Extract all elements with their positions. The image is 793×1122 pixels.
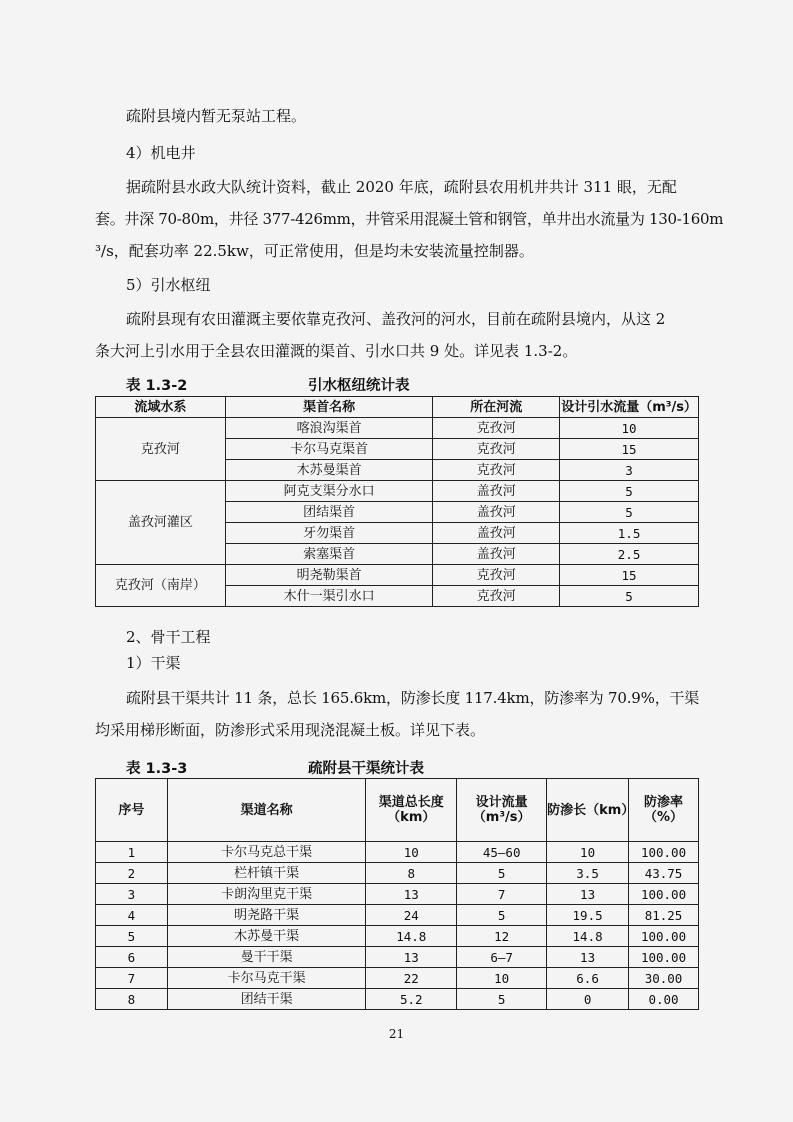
table-row <box>96 418 699 439</box>
header-line: 渠道总长度 <box>378 795 444 810</box>
table-cell: 13 <box>366 884 457 905</box>
table-cell: 2 <box>96 863 168 884</box>
table-row <box>96 989 699 1010</box>
column-header: 所在河流 <box>433 397 560 418</box>
page-number: 21 <box>388 1027 405 1041</box>
table-caption-number: 表 1.3-2 <box>126 378 188 394</box>
table-cell: 3 <box>96 884 168 905</box>
table-cell: 100.00 <box>629 926 699 947</box>
table-cell: 0.00 <box>629 989 699 1010</box>
table-cell: 6.6 <box>547 968 629 989</box>
table-cell: 卡尔马克总干渠 <box>167 842 366 863</box>
table-cell: 木苏曼渠首 <box>225 460 433 481</box>
table-cell: 14.8 <box>366 926 457 947</box>
table-cell: 盖孜河 <box>433 544 560 565</box>
table-cell: 5 <box>457 863 547 884</box>
table-cell: 8 <box>96 989 168 1010</box>
section-heading: 2、骨干工程 <box>126 628 211 646</box>
table-cell: 卡尔马克干渠 <box>167 968 366 989</box>
table-cell: 木什一渠引水口 <box>225 586 433 607</box>
table-row <box>96 968 699 989</box>
table-cell: 81.25 <box>629 905 699 926</box>
table-cell: 明尧路干渠 <box>167 905 366 926</box>
table-cell: 5.2 <box>366 989 457 1010</box>
table-row <box>96 926 699 947</box>
table-cell: 7 <box>457 884 547 905</box>
table-cell: 索塞渠首 <box>225 544 433 565</box>
table-cell: 克孜河 <box>433 586 560 607</box>
header-line: （km） <box>387 810 436 825</box>
column-header: 序号 <box>96 779 168 842</box>
basin-cell: 克孜河（南岸） <box>96 565 226 607</box>
table-cell: 13 <box>547 884 629 905</box>
table-row <box>96 947 699 968</box>
basin-cell: 盖孜河灌区 <box>96 481 226 565</box>
column-header <box>366 779 457 842</box>
table-cell: 6 <box>96 947 168 968</box>
column-header <box>457 779 547 842</box>
table-cell: 100.00 <box>629 884 699 905</box>
table-cell: 团结渠首 <box>225 502 433 523</box>
table-cell: 24 <box>366 905 457 926</box>
column-header: 防渗率（%） <box>629 779 699 842</box>
table-cell: 10 <box>547 842 629 863</box>
column-header: 防渗长（km） <box>547 779 629 842</box>
intake-hub-table <box>95 396 699 607</box>
table-cell: 10 <box>457 968 547 989</box>
paragraph: 疏附县干渠共计 11 条，总长 165.6km，防渗长度 117.4km，防渗率为 70.9%，干渠 <box>126 689 700 707</box>
table-cell: 卡尔马克渠首 <box>225 439 433 460</box>
paragraph: 条大河上引水用于全县农田灌溉的渠首、引水口共 9 处。详见表 1.3-2。 <box>95 342 578 360</box>
table-cell: 栏杆镇干渠 <box>167 863 366 884</box>
table-cell: 6—7 <box>457 947 547 968</box>
table-cell: 克孜河 <box>433 460 560 481</box>
table-row <box>96 842 699 863</box>
paragraph: 疏附县现有农田灌溉主要依靠克孜河、盖孜河的河水，目前在疏附县境内，从这 2 <box>126 310 666 328</box>
header-line: （m³/s） <box>472 810 531 825</box>
table-cell: 12 <box>457 926 547 947</box>
table-cell: 1 <box>96 842 168 863</box>
paragraph: 套。井深 70-80m，井径 377-426mm，井管采用混凝土管和钢管，单井出水流量为 130-160m <box>95 210 724 228</box>
table-cell: 15 <box>560 439 699 460</box>
table-cell: 喀浪沟渠首 <box>225 418 433 439</box>
column-header: 渠道名称 <box>167 779 366 842</box>
table-cell: 22 <box>366 968 457 989</box>
table-cell: 4 <box>96 905 168 926</box>
table-header-row <box>96 779 699 842</box>
table-caption-title: 疏附县干渠统计表 <box>308 761 424 777</box>
table-cell: 曼干干渠 <box>167 947 366 968</box>
paragraph: 疏附县境内暂无泵站工程。 <box>126 107 307 125</box>
column-header: 设计引水流量（m³/s） <box>560 397 699 418</box>
table-cell: 3.5 <box>547 863 629 884</box>
section-heading: 5）引水枢纽 <box>126 276 211 294</box>
table-caption-number: 表 1.3-3 <box>126 761 188 777</box>
table-row <box>96 481 699 502</box>
table-header-row <box>96 397 699 418</box>
basin-cell: 克孜河 <box>96 418 226 481</box>
table-body <box>96 842 699 1010</box>
table-cell: 10 <box>366 842 457 863</box>
table-cell: 5 <box>96 926 168 947</box>
table-cell: 盖孜河 <box>433 523 560 544</box>
header-line: 设计流量 <box>475 795 528 810</box>
table-cell: 0 <box>547 989 629 1010</box>
table-cell: 10 <box>560 418 699 439</box>
table-cell: 19.5 <box>547 905 629 926</box>
table-row <box>96 884 699 905</box>
table-cell: 明尧勒渠首 <box>225 565 433 586</box>
table-row <box>96 863 699 884</box>
table-cell: 5 <box>560 481 699 502</box>
table-cell: 5 <box>457 989 547 1010</box>
table-cell: 木苏曼干渠 <box>167 926 366 947</box>
main-canal-table <box>95 778 699 1010</box>
table-cell: 5 <box>560 586 699 607</box>
column-header: 流域水系 <box>96 397 226 418</box>
table-cell: 5 <box>457 905 547 926</box>
table-cell: 43.75 <box>629 863 699 884</box>
table-caption-title: 引水枢纽统计表 <box>308 378 410 394</box>
table-cell: 14.8 <box>547 926 629 947</box>
column-header: 渠首名称 <box>225 397 433 418</box>
table-cell: 100.00 <box>629 947 699 968</box>
table-cell: 2.5 <box>560 544 699 565</box>
paragraph: 据疏附县水政大队统计资料，截止 2020 年底，疏附县农用机井共计 311 眼，无配 <box>126 178 677 196</box>
table-cell: 1.5 <box>560 523 699 544</box>
table-cell: 盖孜河 <box>433 481 560 502</box>
table-cell: 100.00 <box>629 842 699 863</box>
table-cell: 8 <box>366 863 457 884</box>
table-cell: 15 <box>560 565 699 586</box>
table-cell: 3 <box>560 460 699 481</box>
table-row <box>96 565 699 586</box>
table-cell: 团结干渠 <box>167 989 366 1010</box>
table-cell: 7 <box>96 968 168 989</box>
paragraph: ³/s，配套功率 22.5kw，可正常使用，但是均未安装流量控制器。 <box>95 242 534 260</box>
section-heading: 1）干渠 <box>126 654 181 672</box>
table-cell: 盖孜河 <box>433 502 560 523</box>
table-cell: 13 <box>366 947 457 968</box>
table-cell: 卡朗沟里克干渠 <box>167 884 366 905</box>
table-cell: 克孜河 <box>433 439 560 460</box>
paragraph: 均采用梯形断面，防渗形式采用现浇混凝土板。详见下表。 <box>95 721 486 739</box>
table-cell: 13 <box>547 947 629 968</box>
table-cell: 牙勿渠首 <box>225 523 433 544</box>
table-cell: 克孜河 <box>433 565 560 586</box>
table-row <box>96 905 699 926</box>
table-cell: 30.00 <box>629 968 699 989</box>
section-heading: 4）机电井 <box>126 144 196 162</box>
table-cell: 5 <box>560 502 699 523</box>
table-cell: 克孜河 <box>433 418 560 439</box>
table-cell: 45—60 <box>457 842 547 863</box>
table-cell: 阿克支渠分水口 <box>225 481 433 502</box>
